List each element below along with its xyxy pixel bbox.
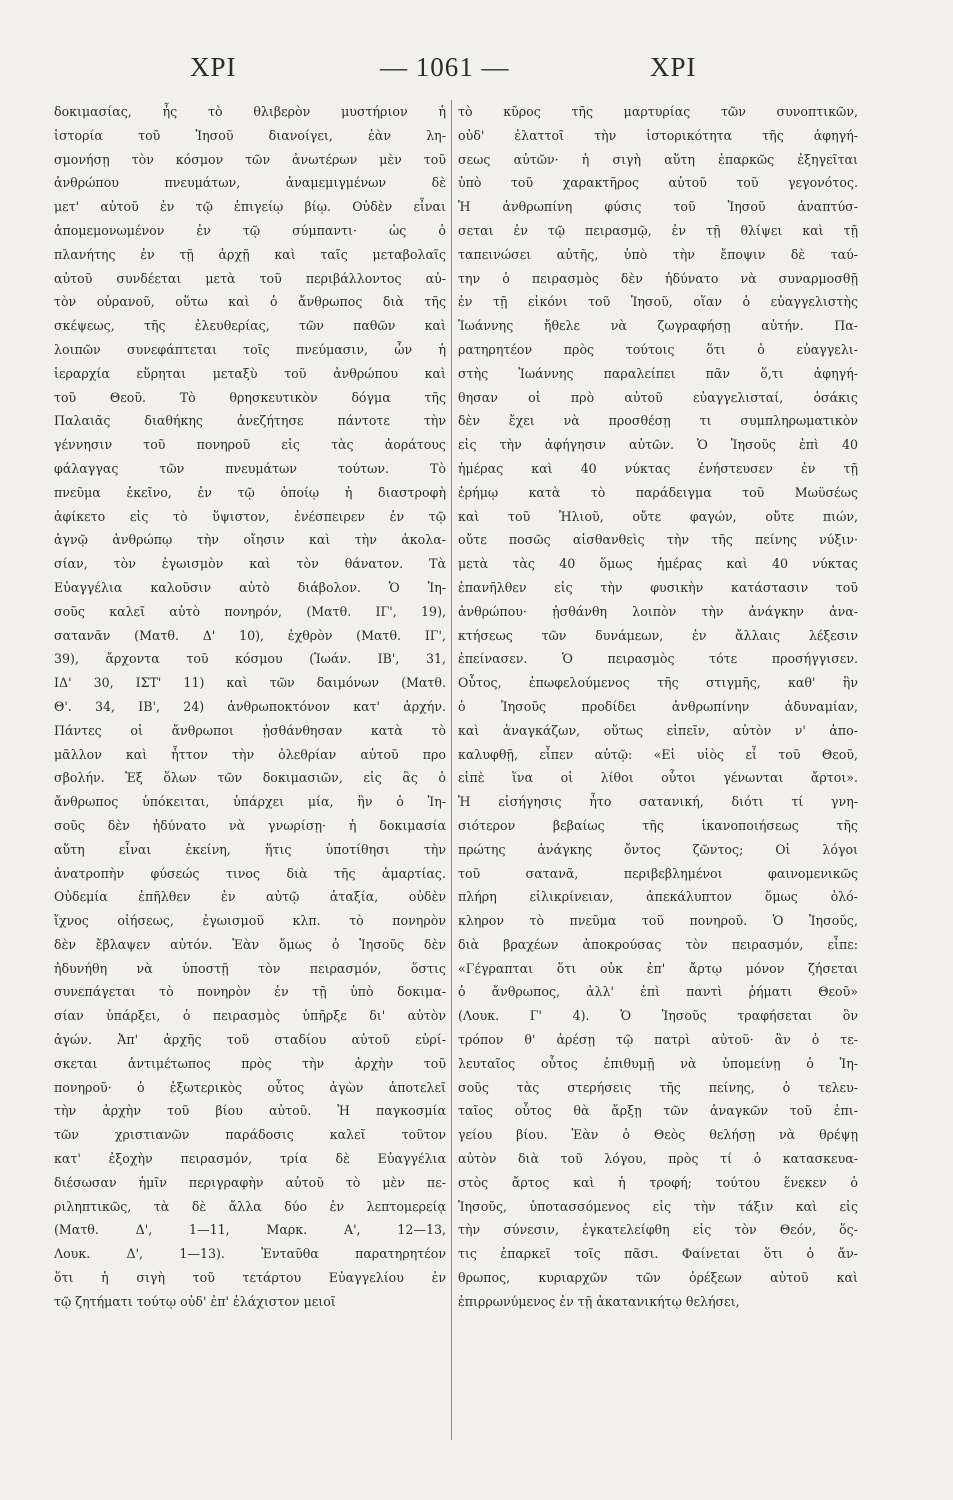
text-line: τοῦ Θεοῦ. Τὸ θρησκευτικὸν δόγμα τῆς bbox=[54, 389, 446, 405]
text-line: ὅτι ἡ σιγὴ τοῦ τετάρτου Εὐαγγελίου ἐν bbox=[54, 1270, 446, 1286]
text-line: γέννησιν τοῦ πονηροῦ εἰς τὰς ἀοράτους bbox=[54, 437, 446, 453]
text-line: τῷ ζητήματι τούτῳ οὐδ' ἐπ' ἐλάχιστον μειοῖ bbox=[54, 1293, 336, 1309]
right-headword: XPI bbox=[650, 52, 697, 82]
text-line: Παλαιᾶς διαθήκης ἀνεζήτησε πάντοτε τὴν bbox=[54, 413, 446, 429]
column-divider bbox=[451, 100, 452, 1440]
text-line: οὐδ' ἐλαττοῖ τὴν ἱστορικότητα τῆς ἀφηγή- bbox=[458, 127, 858, 143]
text-line: Λουκ. Δ', 1—13). Ἐνταῦθα παρατηρητέον bbox=[54, 1246, 446, 1262]
text-line: σβολήν. Ἐξ ὅλων τῶν δοκιμασιῶν, εἰς ἃς ὁ bbox=[54, 770, 446, 786]
text-line: (Λουκ. Γ' 4). Ὁ Ἰησοῦς τραφήσεται ὃν bbox=[458, 1008, 858, 1024]
text-line: σιότερον βεβαίως τῆς ἱκανοποιήσεως τῆς bbox=[458, 817, 858, 833]
text-line: σμονήσῃ τὸν κόσμον τῶν ἀνωτέρων μὲν τοῦ bbox=[54, 151, 446, 167]
text-line: Ἡ εἰσήγησις ἦτο σατανική, διότι τί γνη- bbox=[458, 794, 858, 810]
text-line: αὐτοῦ συνδέεται μετὰ τοῦ περιβάλλοντος αὐ- bbox=[54, 270, 446, 286]
text-line: ἐν τῇ εἰκόνι τοῦ Ἰησοῦ, οἵαν ὁ εὐαγγελιστὴς bbox=[458, 294, 858, 310]
text-line: διὰ βραχέων ἀποκρούσας τὸν πειρασμόν, εἶπε: bbox=[458, 936, 858, 952]
text-line: πνεῦμα ἐκεῖνο, ἐν τῷ ὁποίῳ ἡ διαστροφὴ bbox=[54, 484, 446, 500]
text-line: σοῦς τὰς στερήσεις τῆς πείνης, ὁ τελευ- bbox=[458, 1079, 858, 1095]
text-line: καὶ ἀναγκάζων, οὕτως εἰπεῖν, αὐτὸν ν' ἀπο- bbox=[458, 722, 858, 738]
text-line: δοκιμασίας, ἧς τὸ θλιβερὸν μυστήριον ἡ bbox=[54, 104, 446, 119]
text-line: «Γέγραπται ὅτι οὐκ ἐπ' ἄρτῳ μόνον ζήσεται bbox=[458, 960, 858, 976]
text-line: Εὐαγγέλια καλοῦσιν αὐτὸ διάβολον. Ὁ Ἰη- bbox=[54, 579, 446, 595]
text-line: ἀνατροπὴν φύσεώς τινος διὰ τῆς ἁμαρτίας. bbox=[54, 865, 446, 881]
text-line: ἴχνος οἰήσεως, ἐγωισμοῦ κλπ. τὸ πονηρὸν bbox=[54, 913, 446, 929]
text-line: εἰς τὴν ἀφήγησιν αὐτῶν. Ὁ Ἰησοῦς ἐπὶ 40 bbox=[458, 437, 858, 453]
text-line: ταῖος οὗτος θὰ ἄρξῃ τῶν ἀναγκῶν τοῦ ἐπι- bbox=[458, 1103, 858, 1119]
text-line: ὁ Ἰησοῦς προδίδει ἀνθρωπίνην ἀδυναμίαν, bbox=[458, 698, 858, 714]
text-line: λευταῖος οὗτος ἐπιθυμῇ νὰ ὑπομείνῃ ὁ Ἰη- bbox=[458, 1055, 858, 1071]
text-line: θρωπος, κυριαρχῶν τῶν ὀρέξεων αὐτοῦ καὶ bbox=[458, 1270, 858, 1286]
text-line: ἐπιρρωνύμενος ἐν τῇ ἀκατανικήτῳ θελήσει, bbox=[458, 1293, 740, 1309]
text-line: τὸν οὐρανοῦ, οὕτω καὶ ὁ ἄνθρωπος διὰ τῆς bbox=[54, 294, 446, 310]
text-line: την ὁ πειρασμὸς δὲν ἠδύνατο νὰ συναρμοσθῇ bbox=[458, 270, 858, 286]
text-line: πονηροῦ· ὁ ἐξωτερικὸς οὗτος ἀγὼν ἀποτελεῖ bbox=[54, 1079, 446, 1095]
text-line: κληρον τὸ πνεῦμα τοῦ πονηροῦ. Ὁ Ἰησοῦς, bbox=[458, 913, 858, 929]
text-line: δὲν ἔχει νὰ προσθέσῃ τι συμπληρωματικὸν bbox=[458, 413, 858, 429]
text-line: μᾶλλον καὶ ἧττον τὴν ὀλεθρίαν αὐτοῦ προ bbox=[54, 746, 446, 762]
text-line: αὕτη εἶναι ἐκείνη, ἥτις ὑποτίθησι τὴν bbox=[54, 841, 446, 857]
text-line: ἀνθρώπου πνευμάτων, ἀναμεμιγμένων δὲ bbox=[54, 175, 446, 191]
text-line: στὴς Ἰωάννης παραλείπει πᾶν ὅ,τι ἀφηγή- bbox=[458, 365, 858, 381]
left-text-column bbox=[54, 100, 446, 1450]
text-line: τις ἐπαρκεῖ τοῖς πᾶσι. Φαίνεται ὅτι ὁ ἄν- bbox=[458, 1246, 858, 1262]
text-line: ἐπείνασεν. Ὁ πειρασμὸς τότε προσήγγισεν. bbox=[458, 651, 858, 667]
text-line: ὁ ἄνθρωπος, ἀλλ' ἐπὶ παντὶ ῥήματι Θεοῦ» bbox=[458, 984, 858, 1000]
text-line: ταπεινώσει αὐτῆς, ὑπὸ τὴν ἔποψιν δὲ ταύ- bbox=[458, 246, 858, 262]
text-line: πλανήτης ἐν τῇ ἀρχῇ καὶ ταῖς μεταβολαῖς bbox=[54, 246, 446, 262]
text-line: Πάντες οἱ ἄνθρωποι ᾐσθάνθησαν κατὰ τὸ bbox=[54, 722, 446, 738]
text-line: πλήρη εἰλικρίνειαν, ἀπεκάλυπτον ὅμως ὁλό- bbox=[458, 889, 858, 905]
text-line: καλυφθῇ, εἶπεν αὐτῷ: «Εἰ υἱὸς εἶ τοῦ Θεοῦ, bbox=[458, 746, 858, 762]
text-line: σκεται ἀντιμέτωπος πρὸς τὴν ἀρχὴν τοῦ bbox=[54, 1055, 446, 1071]
right-text-column bbox=[458, 100, 858, 1450]
text-line: ριληπτικῶς, τὰ δὲ ἄλλα δύο ἐν λεπτομερείᾳ bbox=[54, 1198, 446, 1214]
text-line: φάλαγγας τῶν πνευμάτων τούτων. Τὸ bbox=[54, 460, 446, 476]
text-line: ἱεραρχία εὕρηται μεταξὺ τοῦ ἀνθρώπου καὶ bbox=[54, 365, 446, 381]
text-line: ἐρήμῳ κατὰ τὸ παράδειγμα τοῦ Μωϋσέως bbox=[458, 484, 858, 500]
text-line: ἄνθρωπος ὑπόκειται, ὑπάρχει μία, ἣν ὁ Ἰη- bbox=[54, 794, 446, 810]
text-line: σεται ἐν τῷ πειρασμῷ, ἐν τῇ θλίψει καὶ τῇ bbox=[458, 222, 858, 238]
text-line: σεως αὐτῶν· ἡ σιγὴ αὕτη ἐπαρκῶς ἐξηγεῖται bbox=[458, 151, 858, 167]
text-line: ΙΔ' 30, ΙΣΤ' 11) καὶ τῶν δαιμόνων (Ματθ. bbox=[54, 675, 446, 691]
text-line: τῶν χριστιανῶν παράδοσις καλεῖ τοῦτον bbox=[54, 1127, 446, 1143]
text-line: λοιπῶν συνεφάπτεται τοῖς πνεύμασιν, ὧν ἡ bbox=[54, 341, 446, 357]
text-line: σκέψεως, τῆς ἐλευθερίας, τῶν παθῶν καὶ bbox=[54, 318, 446, 334]
text-line: τὴν σύνεσιν, ἐγκατελείφθη εἰς τὸν Θεόν, ὅς- bbox=[458, 1222, 858, 1238]
text-line: σατανᾶν (Ματθ. Δ' 10), ἐχθρὸν (Ματθ. ΙΓ', bbox=[54, 627, 446, 643]
text-line: θησαν οἱ πρὸ αὐτοῦ εὐαγγελισταί, ὁσάκις bbox=[458, 389, 858, 405]
text-line: κατ' ἐξοχὴν πειρασμόν, τρία δὲ Εὐαγγέλια bbox=[54, 1151, 446, 1167]
text-line: 39), ἄρχοντα τοῦ κόσμου (Ἰωάν. ΙΒ', 31, bbox=[54, 651, 446, 667]
text-line: σίαν ὑπάρξει, ὁ πειρασμὸς ὑπῆρξε δι' αὐτὸν bbox=[54, 1008, 446, 1024]
running-header bbox=[0, 52, 953, 92]
text-line: ἡμέρας καὶ 40 νύκτας ἐνήστευσεν ἐν τῇ bbox=[458, 460, 858, 476]
text-line: Θ'. 34, ΙΒ', 24) ἀνθρωποκτόνον κατ' ἀρχήν. bbox=[54, 698, 446, 714]
text-line: ἱστορία τοῦ Ἰησοῦ διανοίγει, ἐὰν λη- bbox=[54, 127, 446, 143]
text-line: ἀφίκετο εἰς τὸ ὕψιστον, ἐνέσπειρεν ἐν τῷ bbox=[54, 508, 446, 524]
text-line: (Ματθ. Δ', 1—11, Μαρκ. Α', 12—13, bbox=[54, 1222, 446, 1238]
text-line: κτήσεως τῶν δυνάμεων, ἐν ἄλλαις λέξεσιν bbox=[458, 627, 858, 643]
text-line: ὑπὸ τοῦ χαρακτῆρος αὐτοῦ τοῦ γεγονότος. bbox=[458, 175, 858, 191]
text-line: μετ' αὐτοῦ ἐν τῷ ἐπιγείῳ βίῳ. Οὐδὲν εἶναι bbox=[54, 199, 446, 215]
text-line: Ἰησοῦς, ὑποτασσόμενος εἰς τὴν τάξιν καὶ εἰς bbox=[458, 1198, 858, 1214]
text-line: τρόπον θ' ἀρέσῃ τῷ πατρὶ αὐτοῦ· ἂν ὁ τε- bbox=[458, 1032, 858, 1048]
text-line: στὸς ἄρτος καὶ ἡ τροφή; τούτου ἕνεκεν ὁ bbox=[458, 1174, 858, 1190]
text-line: ἀνθρώπου· ᾐσθάνθη λοιπὸν τὴν ἀνάγκην ἀνα- bbox=[458, 603, 858, 619]
text-line: ἀπομεμονωμένον ἐν τῷ σύμπαντι· ὡς ὁ bbox=[54, 222, 446, 238]
text-line: σοῦς δὲν ἠδύνατο νὰ γνωρίσῃ· ἡ δοκιμασία bbox=[54, 817, 446, 833]
text-line: τοῦ σατανᾶ, περιβεβλημένοι φαινομενικῶς bbox=[458, 865, 858, 881]
text-line: Ἡ ἀνθρωπίνη φύσις τοῦ Ἰησοῦ ἀναπτύσ- bbox=[458, 199, 858, 215]
text-line: ἀγών. Ἀπ' ἀρχῆς τοῦ σταδίου αὐτοῦ εὑρί- bbox=[54, 1032, 446, 1048]
text-line: τὸ κῦρος τῆς μαρτυρίας τῶν συνοπτικῶν, bbox=[458, 104, 858, 119]
text-line: Ἰωάννης ἤθελε νὰ ζωγραφήσῃ αὐτήν. Πα- bbox=[458, 318, 858, 334]
text-line: σίαν, τὸν ἐγωισμὸν καὶ τὸν θάνατον. Τὰ bbox=[54, 556, 446, 572]
text-line: δὲν ἔβλαψεν αὐτόν. Ἐὰν ὅμως ὁ Ἰησοῦς δὲν bbox=[54, 936, 446, 952]
text-line: οὔτε ποσῶς αἰσθανθεὶς τὴν τῆς πείνης νύξιν· bbox=[458, 532, 858, 548]
text-line: ἠδυνήθη νὰ ὑποστῇ τὸν πειρασμόν, ὅστις bbox=[54, 960, 446, 976]
text-line: συνεπάγεται τὸ πονηρὸν ἐν τῇ ὑπὸ δοκιμα- bbox=[54, 984, 446, 1000]
page-number: — 1061 — bbox=[380, 52, 510, 82]
text-line: πρώτης ἀνάγκης ὄντος ζῶντος; Οἱ λόγοι bbox=[458, 841, 858, 857]
text-line: αὐτὸν διὰ τοῦ λόγου, πρὸς τί ὁ κατασκευα- bbox=[458, 1151, 858, 1167]
text-line: ἐπανῆλθεν εἰς τὴν φυσικὴν κατάστασιν τοῦ bbox=[458, 579, 858, 595]
text-line: σοῦς καλεῖ αὐτὸ πονηρόν, (Ματθ. ΙΓ', 19), bbox=[54, 603, 446, 619]
text-line: μετὰ τὰς 40 ὅμως ἡμέρας καὶ 40 νύκτας bbox=[458, 556, 858, 572]
text-line: ἁγνῷ ἀνθρώπῳ τὴν οἴησιν καὶ τὴν ἀκολα- bbox=[54, 532, 446, 548]
text-line: γείου βίου. Ἐὰν ὁ Θεὸς θελήσῃ νὰ θρέψῃ bbox=[458, 1127, 858, 1143]
text-line: διέσωσαν ἡμῖν περιγραφὴν αὐτοῦ τὸ μὲν πε- bbox=[54, 1174, 446, 1190]
text-line: ρατηρητέον πρὸς τούτοις ὅτι ὁ εὐαγγελι- bbox=[458, 341, 858, 357]
text-line: εἰπὲ ἵνα οἱ λίθοι οὗτοι γένωνται ἄρτοι». bbox=[458, 770, 858, 786]
text-line: τὴν ἀρχὴν τοῦ βίου αὐτοῦ. Ἡ παγκοσμία bbox=[54, 1103, 446, 1119]
text-line: Οὗτος, ἐπωφελούμενος τῆς στιγμῆς, καθ' ἣν bbox=[458, 675, 858, 691]
text-line: καὶ τοῦ Ἠλιοῦ, οὔτε φαγών, οὔτε πιών, bbox=[458, 508, 858, 524]
text-line: Οὐδεμία ἐπῆλθεν ἐν αὐτῷ ἀταξία, οὐδὲν bbox=[54, 889, 446, 905]
left-headword: XPI bbox=[190, 52, 237, 82]
